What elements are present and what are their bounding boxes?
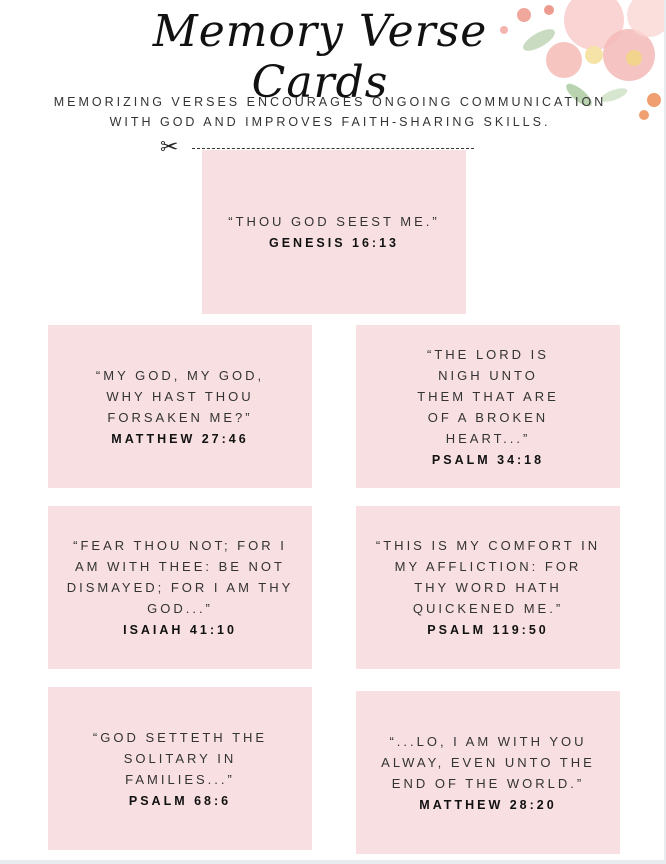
verse-card xyxy=(48,687,312,850)
verse-reference: MATTHEW 28:20 xyxy=(419,797,557,812)
verse-text: “GOD SETTETH THE SOLITARY IN FAMILIES...” xyxy=(92,729,268,787)
page-title: Memory Verse Cards xyxy=(152,6,488,108)
verse-card xyxy=(48,506,312,669)
verse-text: “THIS IS MY COMFORT IN MY AFFLICTION: FOR THY WORD HATH QUICKENED ME.” xyxy=(375,538,601,616)
verse-reference: PSALM 119:50 xyxy=(427,623,549,637)
scissors-icon: ✂ xyxy=(160,134,179,159)
verse-card xyxy=(202,150,466,314)
subtitle-line-2: WITH GOD AND IMPROVES FAITH-SHARING SKILLS. xyxy=(109,115,551,129)
verse-reference: PSALM 68:6 xyxy=(128,793,232,808)
verse-text: “FEAR THOU NOT; FOR I AM WITH THEE: BE NOT DISMAYED; FOR I AM THY GOD...” xyxy=(66,538,294,616)
verse-card xyxy=(356,506,620,669)
verse-reference: GENESIS 16:13 xyxy=(268,236,399,250)
subtitle-line-1: MEMORIZING VERSES ENCOURAGES ONGOING COMMUNICATION xyxy=(53,95,607,109)
verse-text: “THOU GOD SEEST ME.” xyxy=(228,214,440,229)
verse-card xyxy=(356,691,620,854)
verse-card xyxy=(48,325,312,488)
verse-text: “THE LORD IS NIGH UNTO THEM THAT ARE OF A BROKEN HEART...” xyxy=(417,346,559,446)
verse-reference: ISAIAH 41:10 xyxy=(123,623,237,637)
verse-reference: MATTHEW 27:46 xyxy=(111,431,249,446)
verse-card xyxy=(356,325,620,488)
verse-text: “MY GOD, MY GOD, WHY HAST THOU FORSAKEN ME?” xyxy=(95,367,265,425)
verse-reference: PSALM 34:18 xyxy=(431,452,545,467)
verse-text: “...LO, I AM WITH YOU ALWAY, EVEN UNTO THE END OF THE WORLD.” xyxy=(381,733,595,791)
dashed-cut-guide xyxy=(192,148,474,149)
subtitle xyxy=(30,92,630,132)
